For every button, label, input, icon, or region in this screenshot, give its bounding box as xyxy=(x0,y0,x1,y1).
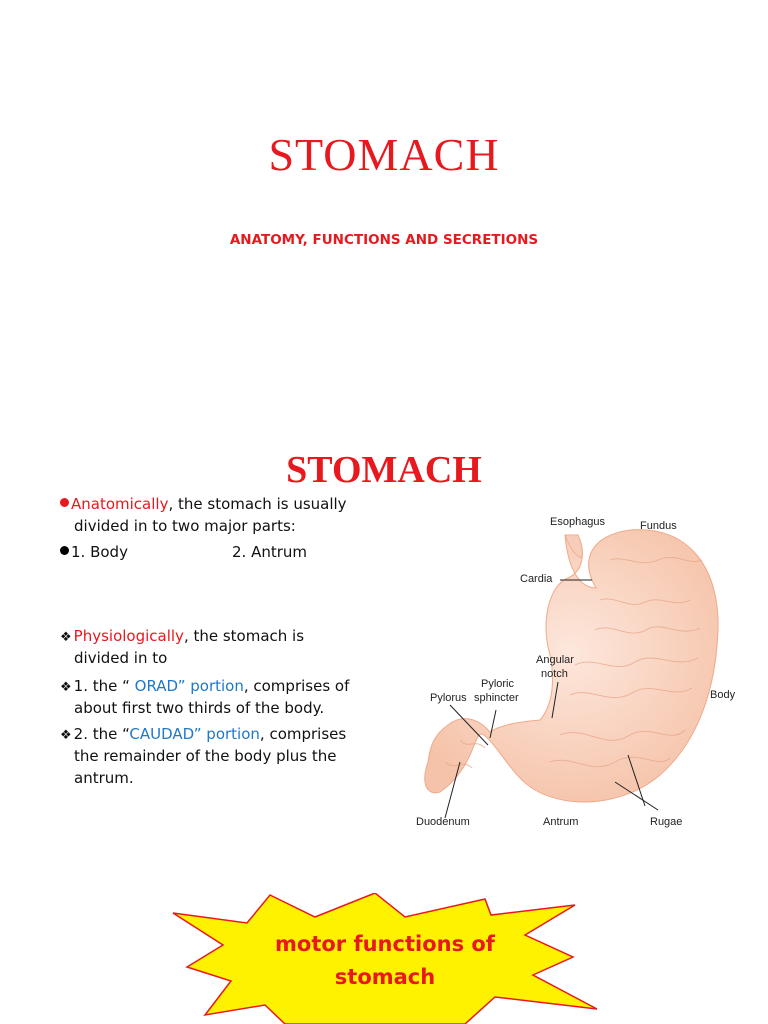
bullet-caudad-line2: the remainder of the body plus the xyxy=(74,747,337,765)
label-antrum: Antrum xyxy=(543,816,579,828)
motor-functions-title xyxy=(240,928,530,994)
label-pylorus: Pylorus xyxy=(430,692,467,704)
bullet-orad-line2: about first two thirds of the body. xyxy=(74,699,325,717)
bullet-anatomically: Anatomically, the stomach is usually xyxy=(60,493,380,515)
stomach-diagram xyxy=(400,500,760,840)
slide2-title: STOMACH xyxy=(286,449,482,491)
part-antrum: 2. Antrum xyxy=(232,543,308,561)
red-bullet-icon xyxy=(60,498,69,507)
bullet-caudad: ❖ 2. the “CAUDAD” portion, comprises xyxy=(60,725,347,743)
label-esophagus: Esophagus xyxy=(550,516,606,528)
bullet-physiologically-line2: divided in to xyxy=(74,649,168,667)
label-duodenum: Duodenum xyxy=(416,816,470,828)
burst-line-2: stomach xyxy=(334,965,436,989)
slide1-title: STOMACH xyxy=(268,129,500,180)
label-angular: Angular xyxy=(536,654,574,666)
diamond-bullet-icon: ❖ xyxy=(60,680,72,695)
label-pyloric: Pyloric xyxy=(481,678,515,690)
label-sphincter: sphincter xyxy=(474,692,519,704)
bullet-anatomically-line2: divided in to two major parts: xyxy=(74,517,296,535)
bullet-orad: ❖ 1. the “ ORAD” portion, comprises of xyxy=(60,677,350,695)
label-notch: notch xyxy=(541,668,568,680)
label-body: Body xyxy=(710,689,736,701)
bullet-parts: 1. Body xyxy=(60,541,128,563)
bullet-caudad-line3: antrum. xyxy=(74,769,134,787)
label-rugae: Rugae xyxy=(650,816,683,828)
slide1-subtitle: ANATOMY, FUNCTIONS AND SECRETIONS xyxy=(229,232,539,248)
black-bullet-icon xyxy=(60,546,69,555)
bullet-physiologically: ❖ Physiologically, the stomach is xyxy=(60,627,305,645)
diamond-bullet-icon: ❖ xyxy=(60,630,72,645)
diamond-bullet-icon: ❖ xyxy=(60,728,72,743)
label-cardia: Cardia xyxy=(520,573,553,585)
label-fundus: Fundus xyxy=(640,520,677,532)
burst-line-1: motor functions of xyxy=(275,932,495,956)
